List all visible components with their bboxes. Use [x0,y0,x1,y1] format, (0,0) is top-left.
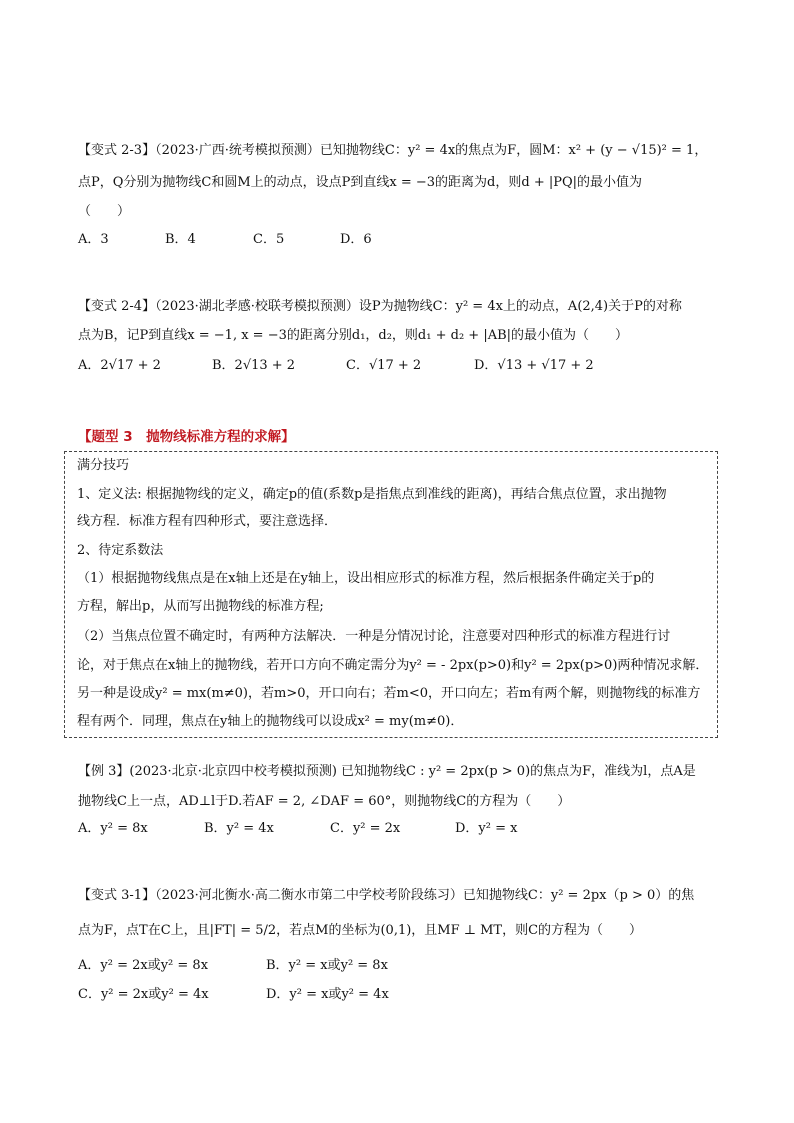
tips-step-1-line-1: （1）根据抛物线焦点是在x轴上还是在y轴上，设出相应形式的标准方程，然后根据条件确定关于p的 [77,571,655,586]
choice-ex3-c: C．y² = 2x [330,821,401,836]
section-title: 【题型 3 抛物线标准方程的求解】 [78,429,295,445]
tips-step-2-line-4: 程有两个．同理，焦点在y轴上的抛物线可以设成x² = my(m≠0)． [77,714,464,729]
choice-2-4-d: D．√13 + √17 + 2 [474,358,594,373]
tips-heading: 满分技巧 [77,458,130,473]
problem-3-1-line-2: 点为F，点T在C上，且|FT| = 5/2，若点M的坐标为(0,1)，且MF ⊥ MT，则C的方程为（ ） [78,923,643,938]
problem-3-1-line-1: 【变式 3-1】（2023·河北衡水·高二衡水市第二中学校考阶段练习）已知抛物线C：y² = 2px（p > 0）的焦 [78,888,695,903]
choice-2-3-d: D．6 [340,232,372,247]
choice-2-4-a: A．2√17 + 2 [78,358,161,373]
problem-2-3-line-2: 点P，Q分别为抛物线C和圆M上的动点，设点P到直线x = −3的距离为d，则d + |PQ|的最小值为 [78,175,643,190]
tips-definition-line-2: 线方程．标准方程有四种形式，要注意选择． [77,514,338,529]
choice-2-4-c: C．√17 + 2 [346,358,422,373]
problem-2-3-line-3: （ ） [78,204,131,219]
tips-step-2-line-2: 论，对于焦点在x轴上的抛物线，若开口方向不确定需分为y² = - 2px(p>0)和y² = 2px(p>0)两种情况求解． [77,658,709,673]
choice-ex3-b: B．y² = 4x [204,821,274,836]
choice-3-1-b: B．y² = x或y² = 8x [266,958,388,973]
choice-ex3-d: D．y² = x [455,821,518,836]
tips-box [64,451,718,738]
choice-2-3-a: A．3 [78,232,109,247]
choice-2-3-b: B．4 [165,232,196,247]
example-3-line-2: 抛物线C上一点，AD⊥l于D.若AF = 2, ∠DAF = 60°，则抛物线C的方程为（ ） [78,794,571,809]
choice-3-1-d: D．y² = x或y² = 4x [266,987,389,1002]
problem-2-4-line-2: 点为B，记P到直线x = −1, x = −3的距离分别d₁，d₂，则d₁ + d₂ + |AB|的最小值为（ ） [78,328,629,343]
choice-2-4-b: B．2√13 + 2 [212,358,296,373]
tips-definition-line-1: 1、定义法: 根据抛物线的定义，确定p的值(系数p是指焦点到准线的距离)，再结合焦点位置，求出抛物 [77,487,667,502]
tips-undetermined-coefficient: 2、待定系数法 [77,543,164,558]
tips-step-2-line-1: （2）当焦点位置不确定时，有两种方法解决．一种是分情况讨论，注意要对四种形式的标准方程进行讨 [77,629,671,644]
choice-2-3-c: C．5 [253,232,285,247]
tips-step-2-line-3: 另一种是设成y² = mx(m≠0)，若m>0，开口向右；若m<0，开口向左；若m有两个解，则抛物线的标准方 [77,686,701,701]
problem-2-3-line-1: 【变式 2-3】（2023·广西·统考模拟预测）已知抛物线C：y² = 4x的焦点为F，圆M：x² + (y − √15)² = 1， [78,143,708,158]
tips-step-1-line-2: 方程，解出p，从而写出抛物线的标准方程; [77,599,324,614]
choice-ex3-a: A．y² = 8x [78,821,148,836]
choice-3-1-c: C．y² = 2x或y² = 4x [78,987,209,1002]
example-3-line-1: 【例 3】(2023·北京·北京四中校考模拟预测) 已知抛物线C : y² = 2px(p > 0)的焦点为F，准线为l，点A是 [78,764,696,779]
choice-3-1-a: A．y² = 2x或y² = 8x [78,958,209,973]
problem-2-4-line-1: 【变式 2-4】（2023·湖北孝感·校联考模拟预测）设P为抛物线C：y² = 4x上的动点，A(2,4)关于P的对称 [78,299,682,314]
